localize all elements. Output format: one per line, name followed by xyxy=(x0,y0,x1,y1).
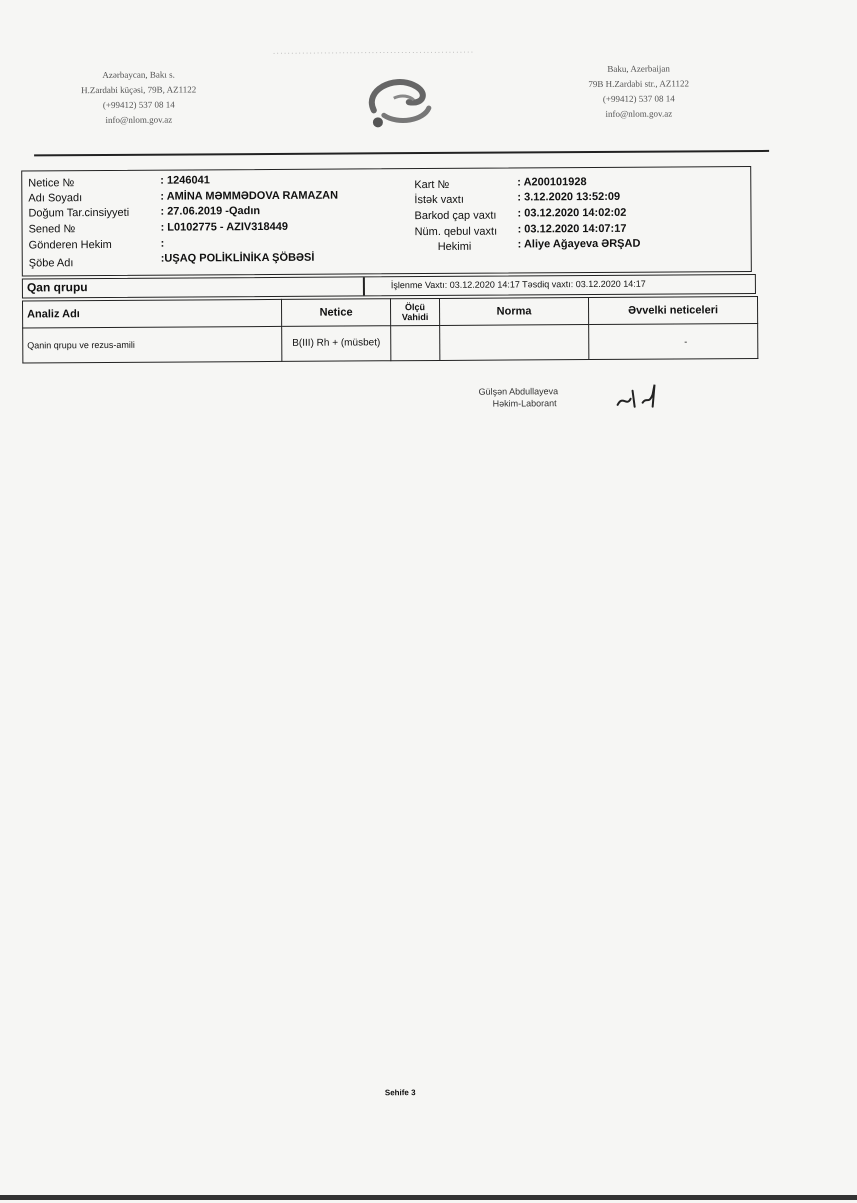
page-number: Sehife 3 xyxy=(384,1088,416,1098)
header-divider xyxy=(34,150,769,156)
header-previous: Əvvelki neticeleri xyxy=(588,296,757,324)
signature-scribble-icon xyxy=(612,377,662,417)
section-header xyxy=(22,274,756,298)
name-value: : AMİNA MƏMMƏDOVA RAMAZAN xyxy=(160,189,339,203)
sample-label: Nüm. qebul vaxtı xyxy=(414,225,498,239)
header-address-az: Azərbaycan, Bakı s. H.Zardabi küçəsi, 79B, AZ1122 (+99412) 537 08 14 info@nlom.gov.az xyxy=(81,69,197,125)
sample-value: : 03.12.2020 14:07:17 xyxy=(517,222,627,236)
card-label: Kart № xyxy=(414,178,450,192)
cell-norm xyxy=(440,325,589,361)
dept-label: Şöbe Adı xyxy=(28,257,74,270)
header-analysis-name: Analiz Adı xyxy=(22,299,281,328)
sender-value: : xyxy=(160,237,165,250)
cell-result: B(III) Rh + (müsbet) xyxy=(282,326,391,362)
section-divider xyxy=(363,277,365,295)
dept-value: :UŞAQ POLİKLİNİKA ŞÖBƏSİ xyxy=(160,251,315,265)
doctor-label: Hekimi xyxy=(437,240,472,253)
header-result: Netice xyxy=(281,299,390,327)
request-value: : 3.12.2020 13:52:09 xyxy=(517,190,621,204)
results-table xyxy=(22,296,758,363)
section-meta: İşlenme Vaxtı: 03.12.2020 14:17 Təsdiq vaxtı: 03.12.2020 14:17 xyxy=(390,278,646,291)
card-value: : A200101928 xyxy=(517,176,587,189)
header-watermark-text: ······················································· xyxy=(272,47,475,58)
result-no-label: Netice № xyxy=(28,177,75,190)
barcode-label: Barkod çap vaxtı xyxy=(414,209,497,223)
cell-analysis-name: Qanin qrupu ve rezus-amili xyxy=(23,326,282,363)
doc-value: : L0102775 - AZIV318449 xyxy=(160,220,288,234)
doctor-value: : Aliye Ağayeva ƏRŞAD xyxy=(517,237,641,251)
signature-block xyxy=(479,385,559,409)
barcode-value: : 03.12.2020 14:02:02 xyxy=(517,206,627,220)
signature-role: Həkim-Laborant xyxy=(492,398,557,409)
dob-value: : 27.06.2019 -Qadın xyxy=(160,205,261,218)
header-unit: Ölçü Vahidi xyxy=(390,298,439,325)
name-label: Adı Soyadı xyxy=(28,192,83,205)
clinic-logo-icon xyxy=(354,70,444,141)
doc-label: Sened № xyxy=(28,223,76,236)
section-title: Qan qrupu xyxy=(26,280,88,295)
table-row xyxy=(23,323,758,362)
request-label: İstək vaxtı xyxy=(414,193,464,207)
scan-edge xyxy=(0,1195,857,1200)
dob-label: Doğum Tar.cinsiyyeti xyxy=(28,206,130,220)
sender-label: Gönderen Hekim xyxy=(28,238,112,252)
header-address-en: Baku, Azerbaijan 79B H.Zardabi str., AZ1122 (+99412) 537 08 14 info@nlom.gov.az xyxy=(588,63,690,119)
signature-name: Gülşən Abdullayeva xyxy=(478,386,559,397)
header-norm: Norma xyxy=(439,298,588,326)
patient-info-box xyxy=(21,166,752,276)
result-no-value: : 1246041 xyxy=(160,174,210,187)
cell-previous: - xyxy=(589,323,758,359)
cell-unit xyxy=(391,325,440,360)
